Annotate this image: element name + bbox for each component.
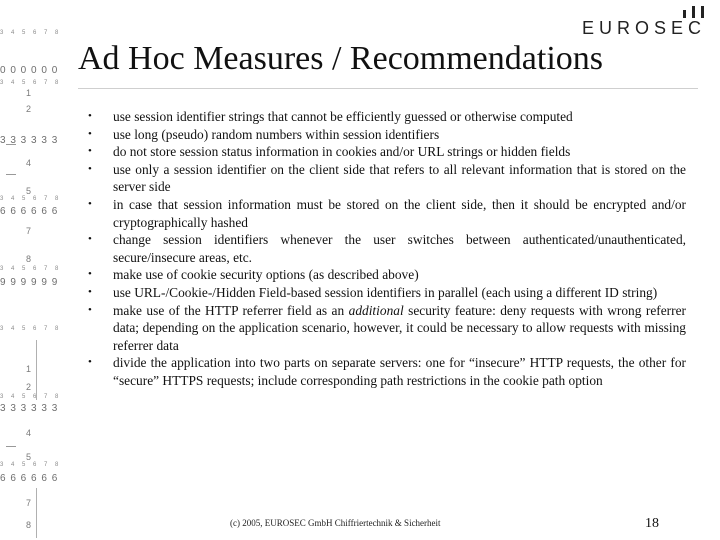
deco-row: 6 6 6 6 6 6: [0, 206, 59, 217]
page-title: Ad Hoc Measures / Recommendations: [78, 40, 603, 77]
list-item: • divide the application into two parts on separate servers: one for “insecure” HTTP requests, the other for “secure” HTTPS requests; include corresponding path restrictions in the cookie path option: [88, 354, 686, 389]
deco-line: [36, 340, 37, 400]
deco-digit: 1: [26, 364, 32, 374]
deco-row: 9 9 9 9 9 9: [0, 277, 59, 288]
deco-digit: 8: [26, 254, 32, 264]
deco-row: 3 4 5 6 7 8: [0, 462, 62, 468]
list-item: • make use of the HTTP referrer field as an additional security feature: deny requests with wrong referrer data; depending on the application scenario, however, it could be necessary to allow requests with missing referrer data: [88, 302, 686, 355]
deco-row: 3 4 5 6 7 8: [0, 196, 62, 202]
list-item: • do not store session status information in cookies and/or URL strings or hidden fields: [88, 143, 686, 161]
deco-row: 0 0 0 0 0 0: [0, 65, 59, 76]
deco-row: 3 3 3 3 3 3: [0, 135, 59, 146]
deco-digit: 4: [26, 428, 32, 438]
logo-text: EUROSEC: [581, 18, 706, 38]
list-item: • use session identifier strings that cannot be efficiently guessed or otherwise computed: [88, 108, 686, 126]
deco-row: 3 4 5 6 7 8: [0, 80, 62, 86]
list-item: • use only a session identifier on the client side that refers to all relevant information that is stored on the server side: [88, 161, 686, 196]
footer-copyright: (c) 2005, EUROSEC GmbH Chiffriertechnik & Sicherheit: [230, 518, 441, 528]
eurosec-logo: [581, 6, 706, 42]
deco-row: 3 4 5 6 7 8: [0, 30, 62, 36]
list-item: • use URL-/Cookie-/Hidden Field-based session identifiers in parallel (each using a different ID string): [88, 284, 686, 302]
deco-digit: 5: [26, 186, 32, 196]
deco-digit: 2: [26, 382, 32, 392]
list-item: • change session identifiers whenever the user switches between authenticated/unauthenticated, secure/insecure areas, etc.: [88, 231, 686, 266]
deco-row: 3 4 5 6 7 8: [0, 266, 62, 272]
deco-digit: 4: [26, 158, 32, 168]
deco-row: 6 6 6 6 6 6: [0, 473, 59, 484]
deco-digit: 2: [26, 104, 32, 114]
deco-digit: 7: [26, 226, 32, 236]
deco-row: 3 4 5 6 7 8: [0, 394, 62, 400]
title-divider: [78, 88, 698, 89]
logo-bars-icon: [678, 6, 704, 18]
list-item: • in case that session information must be stored on the client side, then it should be encrypted and/or cryptographically hashed: [88, 196, 686, 231]
deco-dash: [6, 174, 16, 175]
deco-digit: 5: [26, 452, 32, 462]
deco-dash: [6, 144, 16, 145]
deco-row: 3 3 3 3 3 3: [0, 403, 59, 414]
emphasis: additional: [348, 302, 404, 318]
list-item: • use long (pseudo) random numbers within session identifiers: [88, 126, 686, 144]
deco-digit: 7: [26, 498, 32, 508]
page-number: 18: [645, 516, 659, 531]
deco-digit: 1: [26, 88, 32, 98]
decorative-number-column: [0, 0, 62, 540]
deco-line: [36, 488, 37, 538]
list-item: • make use of cookie security options (as described above): [88, 266, 686, 284]
deco-dash: [6, 446, 16, 447]
deco-row: 3 4 5 6 7 8: [0, 326, 62, 332]
recommendation-list: [88, 108, 686, 390]
deco-digit: 8: [26, 520, 32, 530]
